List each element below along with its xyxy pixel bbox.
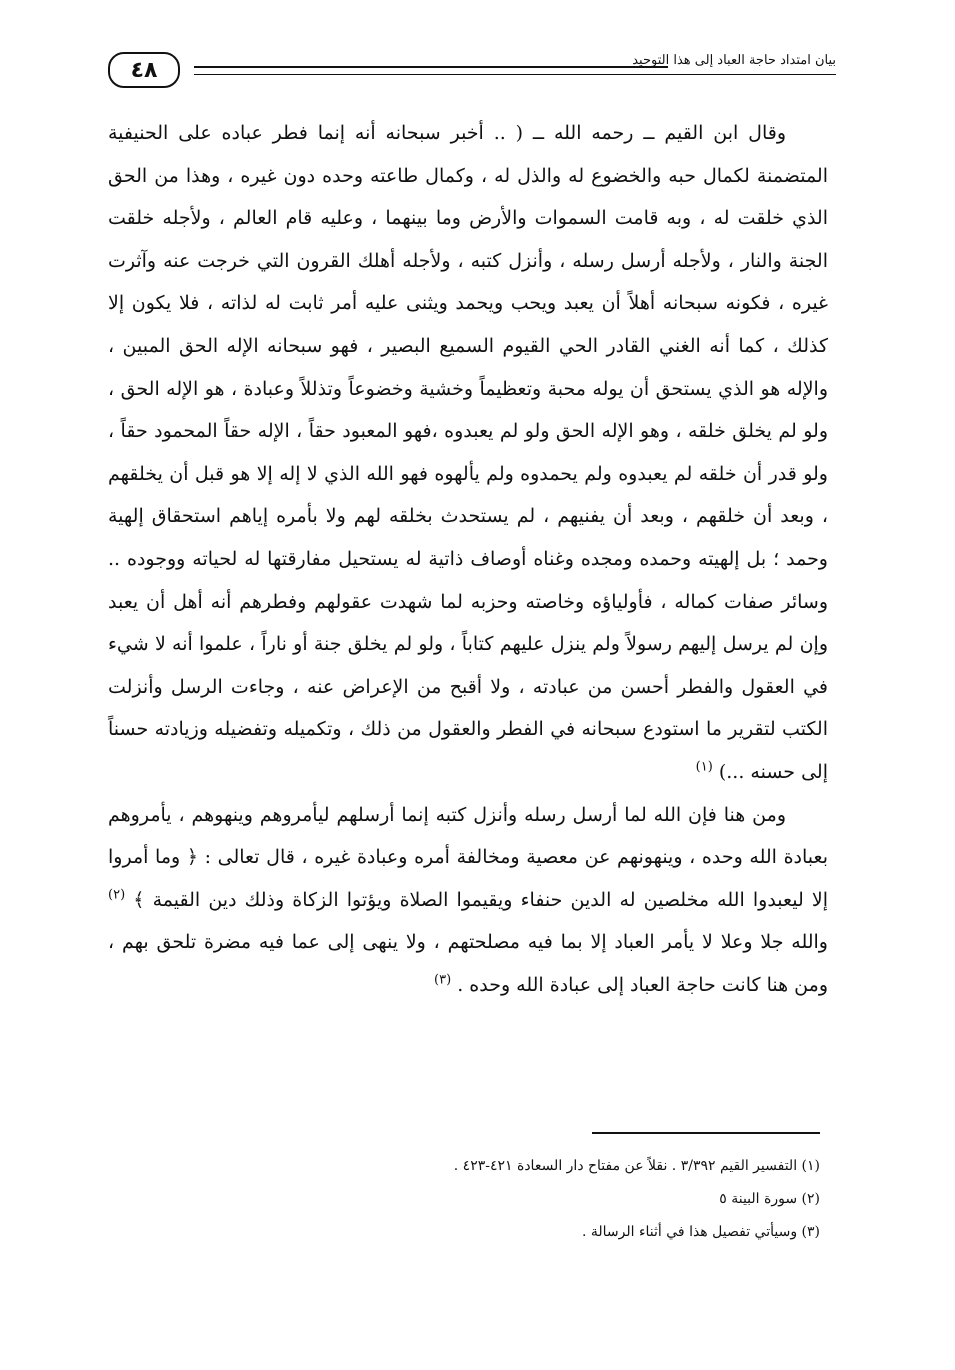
page-header	[108, 50, 836, 96]
paragraph-2	[108, 794, 828, 1007]
footnote-ref-3: (٣)	[434, 972, 452, 988]
running-title: بيان امتداد حاجة العباد إلى هذا التوحيد	[632, 53, 836, 68]
footnote-2: (٢) سورة البينة ٥	[719, 1191, 820, 1207]
paragraph-1-text: وقال ابن القيم ــ رحمه الله ــ ( .. أخبر سبحانه أنه إنما فطر عباده على الحنيفية المتضمنة لكمال حبه والخضوع له والذل له ، وكمال طاعته وحده دون غيره ، وهذا من الحق الذي خلقت له ، وبه قامت السموات والأرض وما بينهما ، وعليه قام العالم ، ولأجله خلقت الجنة والنار ، ولأجله أرسل رسله ، وأنزل كتبه ، ولأجله أهلك القرون التي خرجت عنه وآثرت غيره ، فكونه سبحانه أهلاً أن يعبد ويحب ويحمد ويثنى عليه أمر ثابت له لذاته ، فلا يكون إلا كذلك ، كما أنه الغني القادر الحي القيوم السميع البصير ، فهو سبحانه الإله الحق المبين ، والإله هو الذي يستحق أن يوله محبة وتعظيماً وخشية وخضوعاً وتذللاً وعبادة ، هو الإله الحق ، ولو لم يخلق خلقه ، وهو الإله الحق ولو لم يعبدوه ،فهو المعبود حقاً ، الإله حقاً المحمود حقاً ، ولو قدر أن خلقه لم يعبدوه ولم يحمدوه ولم يألهوه فهو الله الذي لا إله إلا هو قبل أن يخلقهم ، وبعد أن خلقهم ، وبعد أن يفنيهم ، لم يستحدث بخلقه لهم ولا بأمره إياهم استحقاق إلهية وحمد ؛ بل إلهيته وحمده ومجده وغناه أوصاف ذاتية له يستحيل مفارقتها له لحياته ووجوده .. وسائر صفات كماله ، فأولياؤه وخاصته وحزبه لما شهدت عقولهم وفطرهم أنه أهل أن يعبد وإن لم يرسل إليهم رسولاً ولم ينزل عليهم كتاباً ، ولو لم يخلق جنة أو ناراً ، علموا أنه لا شيء في العقول والفطر أحسن من عبادته ، ولا أقبح من الإعراض عنه ، وجاءت الرسل وأنزلت الكتب لتقرير ما استودع سبحانه في الفطر والعقول من ذلك ، وتكميله وتفضيله وزيادته حسناً إلى حسنه ...)	[108, 122, 828, 783]
page-number: ٤٨	[108, 52, 180, 88]
footnote-3: (٣) وسيأتي تفصيل هذا في أثناء الرسالة .	[581, 1224, 820, 1240]
footnote-separator	[592, 1132, 820, 1134]
quran-verse: ﴿ وما أمروا إلا ليعبدوا الله مخلصين له الدين حنفاء ويقيموا الصلاة ويؤتوا الزكاة وذلك دين القيمة ﴾	[108, 846, 828, 911]
header-rule-bottom	[194, 74, 836, 75]
paragraph-2-text-b: والله جلا وعلا لا يأمر العباد إلا بما فيه مصلحتهم ، ولا ينهى إلى عما فيه مضرة تلحق بهم ، ومن هنا كانت حاجة العباد إلى عبادة الله وحده .	[108, 931, 828, 996]
footnote-ref-1: (١)	[695, 759, 713, 775]
paragraph-1	[108, 112, 828, 794]
footnote-ref-2: (٢)	[108, 887, 126, 903]
footnote-1: (١) التفسير القيم ٣/٣٩٢ . نقلاً عن مفتاح دار السعادة ٤٢١-٤٢٣ .	[453, 1158, 820, 1174]
main-body	[108, 112, 828, 1006]
paragraph-2-text-a: ومن هنا فإن الله لما أرسل رسله وأنزل كتبه إنما أرسلهم ليأمروهم وينهوهم ، يأمروهم بعبادة الله وحده ، وينهونهم عن معصية ومخالفة أمره وعبادة غيره ، قال تعالى :	[108, 803, 828, 869]
footnotes	[340, 1150, 820, 1249]
